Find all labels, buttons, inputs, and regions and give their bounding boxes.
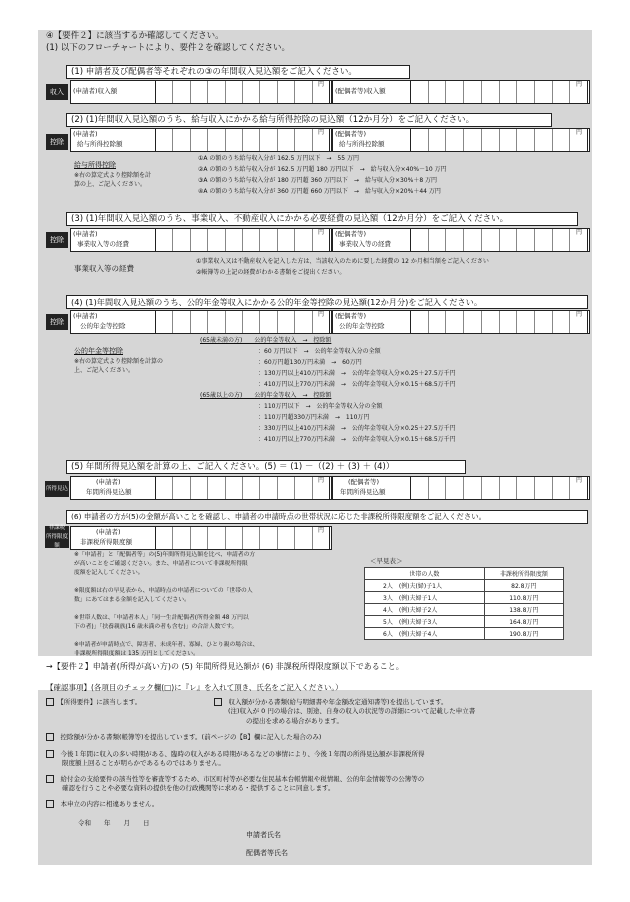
sec6-applicant-label: 非課税所得限度額 bbox=[80, 538, 132, 546]
table-cell: 3人 (例)夫婦子1人 bbox=[365, 592, 485, 604]
sec5-applicant-input[interactable] bbox=[155, 476, 330, 500]
sec6-applicant-input[interactable] bbox=[155, 526, 330, 550]
checkbox[interactable] bbox=[46, 698, 54, 706]
sec6-note: 下の者)」「扶養親族(16 歳未満の者も含む)」の合計人数です。 bbox=[74, 624, 238, 630]
table-title: ＜早見表＞ bbox=[370, 557, 403, 565]
sec4-rule: ：60万円超130万円未満 → 60万円 bbox=[258, 359, 362, 366]
result-statement: →【要件２】申請者(所得が高い方)の (5) 年間所得見込額が (6) 非課税所得限度額以下であること。 bbox=[46, 662, 404, 671]
confirm-item bbox=[46, 733, 321, 741]
sec5-label: 所得見込 bbox=[45, 481, 69, 497]
yen-unit: 円 bbox=[318, 129, 325, 136]
confirm-item-text: 今後１年間に収入の多い時期がある、臨時の収入がある時期があるなどの事情により、今後１年間の所得見込額が非課税所得 bbox=[60, 750, 425, 758]
confirm-item bbox=[46, 698, 141, 706]
confirm-item-text: 【所得要件】に該当します。 bbox=[60, 698, 142, 706]
table-header: 世帯の人数 bbox=[365, 568, 485, 580]
sec3-applicant-label: 事業収入等の経費 bbox=[77, 240, 129, 248]
sec4-rule: ：410万円以上770万円未満 → 公的年金等収入分×0.15＋68.5万千円 bbox=[258, 436, 456, 443]
confirm-title: 【確認事項】(各項目のチェック欄(□)に『レ』を入れて頂き、氏名をご記入ください。） bbox=[46, 683, 343, 692]
sec5-title: (5) 年間所得見込額を計算の上、ご記入ください。(5) ＝ (1) －（(2) ＋ (3) ＋ (4)） bbox=[66, 460, 466, 474]
sec6-note: 数」にあてはまる金額を記入してください。 bbox=[74, 597, 190, 603]
sec4-rule: ：130万円以上410万円未満 → 公的年金等収入分×0.25＋27.5万千円 bbox=[258, 370, 456, 377]
instruction: (1) 以下のフローチャートにより、要件２を確認してください。 bbox=[46, 43, 290, 53]
sec6-label bbox=[45, 526, 69, 548]
sec1-spouse-label: (配偶者等)収入額 bbox=[335, 87, 386, 95]
yen-unit: 円 bbox=[576, 129, 583, 136]
sec4-rule: ：110万円以下 → 公的年金等収入分の全額 bbox=[258, 403, 383, 410]
sec3-note: ②帳簿等の上記の経費がわかる書類をご提出ください。 bbox=[196, 269, 346, 276]
yen-unit: 円 bbox=[318, 311, 325, 318]
table-header: 非課税所得限度額 bbox=[484, 568, 563, 580]
sec4-applicant-input[interactable] bbox=[155, 310, 330, 334]
confirm-item-text: (注)収入が 0 円の場合は、別途、自身の収入の状況等の詳細について記載した申立書 bbox=[228, 707, 476, 715]
sec4-rule: ：110万円超330万円未満 → 110万円 bbox=[258, 414, 370, 421]
sec2-title: (2) (1)年間収入見込額のうち、給与収入にかかる給与所得控除の見込額（12か月分）をご記入ください。 bbox=[66, 113, 552, 127]
checkbox[interactable] bbox=[46, 733, 54, 741]
sec2-spouse-label: (配偶者等) bbox=[335, 130, 367, 138]
yen-unit: 円 bbox=[576, 311, 583, 318]
sec2-rule: ③A の額のうち給与収入分が 180 万円超 360 万円以下 → 給与収入分×30%＋8 万円 bbox=[198, 177, 438, 184]
sec4-under65-heading: (65歳未満の方) 公的年金等収入 → 控除額 bbox=[200, 337, 332, 344]
confirm-item-text: 控除額が分かる書類(帳簿等)を提出しています。(前ページの【B】欄に記入した場合のみ) bbox=[60, 733, 322, 741]
table-row bbox=[365, 616, 564, 628]
checkbox[interactable] bbox=[214, 698, 222, 706]
table-cell: 190.8万円 bbox=[484, 628, 563, 640]
sec6-note: ※申請者が申請時点で、障害者、未成年者、寡婦、ひとり親の場合は、 bbox=[74, 642, 259, 648]
sec4-calc-note: ※右の算定式より控除額を計算の bbox=[74, 358, 164, 365]
section-title: ④【要件２】に該当するか確認してください。 bbox=[46, 31, 224, 41]
confirm-item-text: 確認を行うことや必要な資料の提供を他の行政機関等に求める・提供することに同意します。 bbox=[62, 784, 335, 792]
confirm-item-text: の提出を求める場合があります。 bbox=[246, 717, 343, 725]
sec5-spouse-label: 年間所得見込額 bbox=[340, 488, 386, 496]
confirm-item bbox=[46, 800, 158, 808]
sec4-spouse-label: (配偶者等) bbox=[335, 312, 367, 320]
sec4-rule: ：410万円以上770万円未満 → 公的年金等収入分×0.15＋68.5万千円 bbox=[258, 381, 456, 388]
sec5-applicant-label: (申請者) bbox=[96, 478, 121, 486]
table-cell: 2人 (例)夫(婦)子1人 bbox=[365, 580, 485, 592]
table-row bbox=[365, 592, 564, 604]
yen-unit: 円 bbox=[318, 229, 325, 236]
sec4-label: 控除 bbox=[46, 314, 68, 330]
sec6-note: 度額を記入してください。 bbox=[74, 570, 144, 576]
sec2-applicant-label: (申請者) bbox=[73, 130, 98, 138]
sec4-spouse-label: 公的年金等控除 bbox=[339, 322, 385, 330]
sec3-spouse-label: (配偶者等) bbox=[335, 230, 367, 238]
checkbox[interactable] bbox=[46, 800, 54, 808]
table-row bbox=[365, 604, 564, 616]
sec6-title: (6) 申請者の方が(5)の金額が高いことを確認し、申請者の申請時点の世帯状況に応じた非課税所得限度額をご記入ください。 bbox=[66, 510, 588, 524]
table-cell: 82.8万円 bbox=[484, 580, 563, 592]
sec3-applicant-label: (申請者) bbox=[73, 230, 98, 238]
checkbox[interactable] bbox=[46, 750, 54, 758]
sec4-spouse-input[interactable] bbox=[410, 310, 588, 334]
confirm-item bbox=[46, 775, 424, 783]
sec4-rule: ：60 万円以下 → 公的年金等収入分の全額 bbox=[258, 348, 381, 355]
sec1-applicant-input[interactable] bbox=[155, 80, 330, 104]
checkbox[interactable] bbox=[46, 775, 54, 783]
yen-unit: 円 bbox=[318, 81, 325, 88]
sec2-spouse-input[interactable] bbox=[410, 128, 588, 152]
table-header-row bbox=[365, 568, 564, 580]
confirm-item-text: 本申立の内容に相違ありません。 bbox=[60, 800, 159, 808]
table-row bbox=[365, 580, 564, 592]
confirm-item-text: 限度額上回ることが明らかであるものではありません。 bbox=[62, 759, 225, 767]
sec6-note: 非課税所得限度額は 135 万円としてください。 bbox=[74, 651, 199, 657]
sec2-rule: ①A の額のうち給与収入分が 162.5 万円以下 → 55 万円 bbox=[198, 155, 359, 162]
sec4-title: (4) (1)年間収入見込額のうち、公的年金等収入にかかる公的年金等控除の見込額(12か月分)をご記入ください。 bbox=[66, 295, 588, 309]
yen-unit: 円 bbox=[318, 527, 325, 534]
sec3-note: ①事業収入又は不動産収入を記入した方は、当該収入のために要した経費の 12 か月相当額をご記入ください bbox=[196, 258, 489, 265]
table-cell: 138.8万円 bbox=[484, 604, 563, 616]
sec6-label-line: 非課税 bbox=[48, 524, 66, 531]
sec3-applicant-input[interactable] bbox=[155, 228, 330, 252]
sec3-spouse-input[interactable] bbox=[410, 228, 588, 252]
applicant-name-field[interactable]: 申請者氏名 bbox=[246, 831, 281, 839]
sec6-note: が高いことをご確認ください。また、申請者について非課税所得限 bbox=[74, 561, 248, 567]
sec1-label: 収入 bbox=[46, 84, 68, 100]
yen-unit: 円 bbox=[576, 229, 583, 236]
sec4-applicant-label: 公的年金等控除 bbox=[80, 322, 126, 330]
sec4-rule: ：330万円以上410万円未満 → 公的年金等収入分×0.25＋27.5万千円 bbox=[258, 425, 456, 432]
sec1-spouse-input[interactable] bbox=[410, 80, 588, 104]
sec2-rule: ④A の額のうち給与収入分が 360 万円超 660 万円以下 → 給与収入分×20%＋44 万円 bbox=[198, 188, 441, 195]
sec6-applicant-label: (申請者) bbox=[96, 528, 121, 536]
confirm-item bbox=[214, 698, 448, 706]
spouse-name-field[interactable]: 配偶者等氏名 bbox=[246, 849, 288, 857]
sec2-label: 控除 bbox=[46, 134, 68, 150]
sec5-applicant-label: 年間所得見込額 bbox=[86, 488, 132, 496]
yen-unit: 円 bbox=[576, 81, 583, 88]
sec3-label: 控除 bbox=[46, 232, 68, 248]
sec6-note: ※「申請者」と「配偶者等」の(5)年間所得見込額を比べ、申請者の方 bbox=[74, 552, 256, 558]
confirm-item-text: 収入額が分かる書類(給与明細書や年金額改定通知書等)を提出しています。 bbox=[228, 698, 448, 706]
yen-unit: 円 bbox=[318, 477, 325, 484]
sec2-applicant-input[interactable] bbox=[155, 128, 330, 152]
table-cell: 110.8万円 bbox=[484, 592, 563, 604]
sec2-spouse-label: 給与所得控除額 bbox=[339, 140, 385, 148]
sec3-spouse-label: 事業収入等の経費 bbox=[339, 240, 391, 248]
sec5-spouse-label: (配偶者等) bbox=[348, 478, 380, 486]
sec1-applicant-label: (申請者)収入額 bbox=[73, 87, 118, 95]
sec5-spouse-input[interactable] bbox=[410, 476, 588, 500]
sec2-rule: ②A の額のうち給与収入分が 162.5 万円超 180 万円以下 → 給与収入分×40%－10 万円 bbox=[198, 166, 447, 173]
date-field[interactable]: 令和 年 月 日 bbox=[78, 819, 150, 827]
limit-table bbox=[364, 567, 564, 640]
table-cell: 164.8万円 bbox=[484, 616, 563, 628]
table-cell: 4人 (例)夫婦子2人 bbox=[365, 604, 485, 616]
sec3-note-title: 事業収入等の経費 bbox=[74, 264, 134, 273]
confirm-item bbox=[46, 750, 425, 758]
table-cell: 6人 (例)夫婦子4人 bbox=[365, 628, 485, 640]
confirm-item-text: 給付金の支給要件の該当性等を審査等するため、市区町村等が必要な住民基本台帳情報や税情報、公的年金情報等の公簿等の bbox=[60, 775, 425, 783]
table-row bbox=[365, 628, 564, 640]
sec2-calc-note: 算の上、ご記入ください。 bbox=[74, 181, 147, 188]
sec2-calc-note: ※右の算定式より控除額を計 bbox=[74, 172, 152, 179]
sec6-note: ※世帯人数は、「申請者本人」「同一生計配偶者(所得金額 48 万円以 bbox=[74, 615, 249, 621]
sec4-applicant-label: (申請者) bbox=[73, 312, 98, 320]
sec6-label-line: 所得限度額 bbox=[45, 533, 68, 549]
sec3-title: (3) (1)年間収入見込額のうち、事業収入、不動産収入にかかる必要経費の見込額（12か月分）をご記入ください。 bbox=[66, 212, 578, 226]
sec1-title: (1) 申請者及び配偶者等それぞれの③の年間収入見込額をご記入ください。 bbox=[66, 65, 410, 79]
sec6-note: ※限度額は右の早見表から、申請時点の申請者についての「世帯の人 bbox=[74, 588, 253, 594]
yen-unit: 円 bbox=[576, 477, 583, 484]
sec2-calc-title: 給与所得控除 bbox=[74, 161, 116, 169]
sec4-calc-title: 公的年金等控除 bbox=[74, 347, 123, 355]
sec4-calc-note: 上、ご記入ください。 bbox=[74, 367, 135, 374]
sec4-over65-heading: (65歳以上の方) 公的年金等収入 → 控除額 bbox=[200, 392, 332, 399]
table-cell: 5人 (例)夫婦子3人 bbox=[365, 616, 485, 628]
sec2-applicant-label: 給与所得控除額 bbox=[77, 140, 123, 148]
